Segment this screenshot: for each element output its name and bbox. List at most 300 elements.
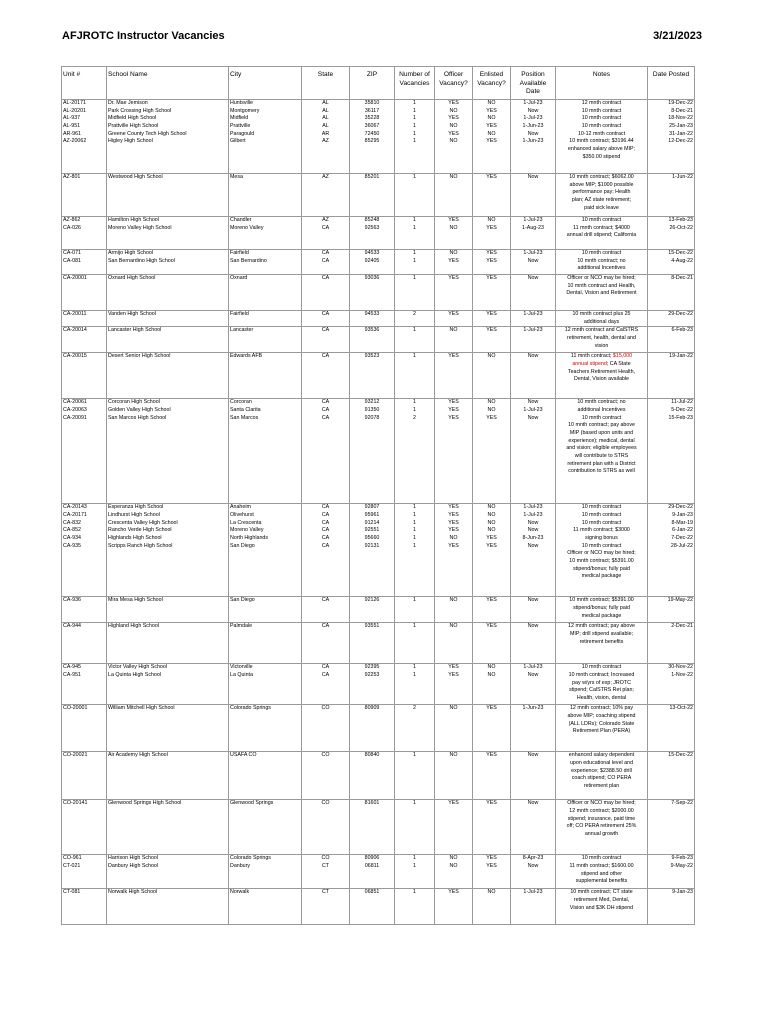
table-row [62,275,695,311]
cell-off [435,664,473,705]
note-line: stipend/bonus; fully paid [573,565,630,572]
cell-value: Glenwood Springs High School [108,800,182,807]
table-row [62,855,695,889]
cell-school [107,275,229,311]
cell-value: CA-20061 [63,399,87,406]
cell-value: 72450 [364,130,380,137]
cell-off [435,100,473,174]
cell-posted [648,504,695,597]
cell-value: Glenwood Springs [230,800,274,807]
cell-school [107,597,229,623]
note-line: 10 mnth contract [581,542,622,549]
cell-value: AL-20201 [63,107,86,114]
note-line: 12 mnth contract and CalSTRS [564,327,639,334]
cell-school [107,664,229,705]
cell-value: Anaheim [230,504,251,511]
cell-zip [350,504,395,597]
cell-state [302,217,350,250]
cell-value: 5-Dec-22 [671,407,693,414]
cell-value: 1 [413,353,416,360]
table-row [62,504,695,597]
cell-notes [556,705,648,752]
cell-vac [395,353,435,399]
table-body [62,100,695,925]
note-line: Teachers Retirement Health, [567,368,636,375]
cell-notes [556,664,648,705]
cell-pos [511,623,556,664]
cell-value: Montgomery [230,107,260,114]
cell-value: NO [449,327,458,334]
cell-unit [62,100,107,174]
note-line: 11 mnth contract; $15,000 [570,353,633,360]
cell-school [107,705,229,752]
cell-posted [648,623,695,664]
cell-value: 91214 [364,519,380,526]
cell-value: NO [487,889,496,896]
note-line: Officer or NCO may be hired; [567,550,636,557]
cell-value: 1 [413,535,416,542]
cell-value: Now [527,623,539,630]
cell-value: CA [321,353,330,360]
cell-value: Moreno Valley [230,224,264,231]
cell-enl [473,275,511,311]
cell-off [435,623,473,664]
cell-value: 8-Jun-23 [522,535,544,542]
cell-value: 25-Jan-23 [669,123,693,130]
cell-value: 9-Jan-23 [672,889,693,896]
cell-value: Victorville [230,664,253,671]
cell-value: AL-20171 [63,100,86,106]
cell-value: CA-934 [63,535,81,542]
note-line: Dental, Vision and Retirement [566,290,637,297]
cell-off [435,353,473,399]
note-line: supplemental benefits [575,878,628,885]
cell-state [302,752,350,800]
cell-value: CA [321,257,330,264]
cell-zip [350,800,395,855]
cell-value: Moreno Valley [230,527,264,534]
cell-value: YES [448,512,459,519]
cell-value: CA-071 [63,250,81,256]
cell-city [229,705,302,752]
cell-city [229,597,302,623]
table-row [62,353,695,399]
note-line: 10 mnth contract [581,115,622,122]
cell-value: AL-937 [63,115,81,122]
cell-value: CA-20171 [63,512,87,519]
cell-value: CO [321,855,330,862]
col-school: School Name [107,67,229,100]
note-line: Vision and $3K DH stipend [569,904,634,911]
cell-value: CA-832 [63,519,81,526]
note-line: 10 mnth contract [581,664,622,671]
cell-off [435,217,473,250]
cell-school [107,311,229,327]
cell-value: 7-Dec-22 [671,535,693,542]
cell-notes [556,800,648,855]
cell-value: 1 [413,519,416,526]
note-line: enhanced salary dependent [568,752,635,759]
cell-value: CA-20011 [63,311,87,317]
cell-value: La Crescenta [230,519,262,526]
cell-value: 36067 [364,123,380,130]
cell-value: YES [486,311,497,317]
cell-value: 8-Dec-21 [671,107,693,114]
cell-value: YES [448,800,459,807]
cell-value: CO-20001 [63,705,88,712]
cell-pos [511,100,556,174]
note-line: signing bonus [585,535,618,542]
note-line: additional Incentives [577,265,626,272]
cell-value: YES [448,311,459,317]
cell-value: 6-Feb-23 [671,327,693,334]
cell-zip [350,623,395,664]
cell-value: 1 [413,672,416,679]
col-unit: Unit # [62,67,107,100]
cell-pos [511,504,556,597]
cell-value: CA [321,535,330,542]
cell-value: YES [486,275,497,281]
cell-value: 95961 [364,512,380,519]
note-line: stipend; insurance, paid time [567,815,636,822]
col-date-posted: Date Posted [648,67,695,100]
cell-city [229,889,302,925]
cell-value: CA [321,672,330,679]
document-title: AFJROTC Instructor Vacancies [62,30,225,42]
cell-value: 1-Jul-23 [523,504,543,511]
note-line: Officer or NCO may be hired; [567,275,636,281]
cell-school [107,174,229,217]
cell-value: YES [486,623,497,630]
cell-notes [556,250,648,275]
cell-state [302,353,350,399]
cell-off [435,174,473,217]
cell-off [435,399,473,504]
cell-unit [62,664,107,705]
cell-posted [648,250,695,275]
cell-school [107,504,229,597]
cell-value: 1 [413,107,416,114]
cell-value: 1 [413,257,416,264]
cell-notes [556,275,648,311]
cell-state [302,100,350,174]
cell-off [435,855,473,889]
note-line: Health, vision, dental [576,695,627,702]
cell-value: 1 [413,512,416,519]
cell-value: NO [487,130,496,137]
cell-value: 1 [413,752,416,759]
note-line: 10 mnth contract [581,123,622,130]
cell-value: CO-20141 [63,800,88,807]
cell-value: 85248 [364,217,380,223]
note-line: 10 mnth contract; no [577,399,626,406]
cell-value: 1-Jul-23 [523,311,543,317]
cell-value: CA [321,224,330,231]
cell-value: 1-Jul-23 [523,100,543,106]
cell-unit [62,889,107,925]
note-line: 10 mnth contract [581,855,622,862]
cell-pos [511,889,556,925]
cell-enl [473,311,511,327]
cell-value: 1 [413,115,416,122]
cell-value: CT [321,863,330,870]
vacancies-table [61,66,695,925]
cell-posted [648,100,695,174]
note-line: 10 mnth contract; $5391.00 [569,597,634,604]
note-line: off; CO PERA retirement 25% [566,823,637,830]
cell-value: 13-Feb-23 [668,217,693,223]
cell-pos [511,752,556,800]
cell-unit [62,597,107,623]
cell-value: YES [486,752,497,759]
cell-value: CA-20015 [63,353,87,360]
cell-value: 9-Jan-23 [672,512,693,519]
cell-zip [350,327,395,353]
cell-value: CA-852 [63,527,81,534]
cell-value: Armijo High School [108,250,154,256]
cell-value: 1-Jul-23 [523,115,543,122]
note-line: annual stipend; CA State [572,361,631,368]
cell-value: NO [449,174,458,180]
cell-enl [473,217,511,250]
note-line: 11 mnth contract; $1600.00 [569,863,634,870]
cell-value: 93551 [364,623,380,630]
note-line: experience; $2388.50 drill [571,767,632,774]
cell-posted [648,889,695,925]
cell-value: AZ-20062 [63,138,87,145]
col-zip: ZIP [350,67,395,100]
cell-value: 29-Dec-22 [668,311,693,317]
note-line: 12 mnth contract; pay above [568,623,635,630]
cell-pos [511,353,556,399]
cell-posted [648,353,695,399]
cell-value: Golden Valley High School [108,407,171,414]
cell-value: 6-Jan-22 [672,527,693,534]
note-line: enhanced salary above MIP; [567,146,636,153]
cell-value: 93536 [364,327,380,334]
table-row [62,889,695,925]
cell-value: 1 [413,527,416,534]
cell-value: CA [321,250,330,256]
cell-value: NO [487,217,496,223]
cell-value: Corcoran [230,399,252,406]
cell-notes [556,217,648,250]
cell-value: 1 [413,855,416,862]
cell-zip [350,752,395,800]
cell-vac [395,623,435,664]
table-row [62,250,695,275]
cell-value: 1 [413,542,416,549]
cell-value: CA [321,414,330,421]
cell-value: Danbury [230,863,251,870]
note-line: 11 mnth contract; $4000 [573,224,630,231]
cell-value: 94533 [364,250,380,256]
cell-value: YES [448,504,459,511]
note-line: medical package [581,573,622,580]
cell-value: YES [486,174,497,180]
note-line: experience); medical, dental [568,437,635,444]
cell-value: Prattville High School [108,123,159,130]
cell-value: San Diego [230,597,255,604]
table-row [62,100,695,174]
cell-value: YES [448,414,459,421]
cell-notes [556,855,648,889]
cell-city [229,399,302,504]
cell-value: 8-Mar-19 [671,519,693,526]
cell-value: NO [449,535,458,542]
table-row [62,399,695,504]
cell-value: 1 [413,123,416,130]
cell-value: NO [449,123,458,130]
cell-value: 1 [413,100,416,106]
cell-value: NO [449,705,458,712]
cell-value: Now [527,174,539,180]
cell-value: CT-021 [63,863,81,870]
cell-value: Palmdale [230,623,253,630]
cell-value: 1 [413,174,416,180]
cell-value: 13-Oct-22 [669,705,693,712]
note-line: MIP; drill stipend available; [569,631,633,638]
cell-value: San Bernardino [230,257,267,264]
cell-city [229,217,302,250]
cell-vac [395,855,435,889]
note-line: 10 mnth contract [581,519,622,526]
cell-off [435,597,473,623]
cell-value: 28-Jul-22 [670,542,693,549]
cell-value: YES [486,250,497,256]
cell-posted [648,311,695,327]
cell-value: CO [321,800,330,807]
table-row [62,664,695,705]
cell-zip [350,399,395,504]
cell-value: 1-Jul-23 [523,407,543,414]
note-line: 10 mnth contract plus 25 [572,311,631,317]
cell-value: 18-Nov-22 [668,115,693,122]
cell-pos [511,311,556,327]
cell-city [229,174,302,217]
cell-zip [350,705,395,752]
note-line: 11 mnth contract; $3000 [573,527,630,534]
cell-unit [62,800,107,855]
cell-notes [556,752,648,800]
table-row [62,800,695,855]
note-line: stipend and other [581,870,622,877]
cell-value: 2-Dec-21 [671,623,693,630]
cell-value: Santa Clarita [230,407,261,414]
cell-zip [350,217,395,250]
highlighted-stipend: $15,000 [612,353,633,360]
cell-school [107,889,229,925]
cell-value: Now [527,863,539,870]
cell-value: USAFA CO [230,752,257,759]
cell-value: NO [487,353,496,360]
cell-value: AZ-801 [63,174,81,180]
note-line: pay w/yrs of exp; JROTC [572,679,631,686]
cell-state [302,800,350,855]
cell-notes [556,311,648,327]
note-line: retirement plan with a District [567,460,636,467]
cell-value: Now [527,527,539,534]
cell-city [229,800,302,855]
cell-state [302,597,350,623]
cell-value: 06851 [364,889,380,896]
note-line: additional Incentives [577,407,626,414]
note-line: 10 mnth contract; $5391.00 [569,558,634,565]
cell-zip [350,664,395,705]
note-line: retirement plan [583,783,620,790]
cell-value: 1-Aug-23 [522,224,544,231]
cell-value: NO [487,519,496,526]
cell-value: 92551 [364,527,380,534]
col-enlisted: Enlisted Vacancy? [473,67,511,100]
cell-state [302,664,350,705]
cell-value: YES [448,527,459,534]
cell-value: Vanden High School [108,311,156,317]
note-line: vision [594,342,609,349]
cell-value: 26-Oct-22 [669,224,693,231]
note-line: 10 mnth contract; $6062.00 [569,174,634,180]
cell-value: 1 [413,327,416,334]
cell-value: Colorado Springs [230,855,271,862]
cell-value: NO [487,512,496,519]
note-line: 10 mnth contract; Increased [568,672,635,679]
cell-value: Victor Valley High School [108,664,167,671]
cell-value: 80840 [364,752,380,759]
note-line: 10-12 mnth contract [577,130,626,137]
cell-enl [473,399,511,504]
cell-value: Rancho Verde High School [108,527,172,534]
cell-value: 15-Dec-22 [668,250,693,256]
cell-state [302,275,350,311]
cell-value: CT-081 [63,889,81,896]
cell-value: Colorado Springs [230,705,271,712]
note-line: coach stipend; CO PERA [571,775,632,782]
note-line: upon educational level and [569,760,634,767]
cell-vac [395,889,435,925]
cell-notes [556,353,648,399]
cell-vac [395,100,435,174]
cell-value: NO [449,597,458,604]
cell-posted [648,705,695,752]
cell-value: William Mitchell High School [108,705,175,712]
cell-unit [62,623,107,664]
cell-value: Lancaster [230,327,254,334]
cell-value: CA-936 [63,597,81,604]
cell-value: YES [448,889,459,896]
cell-value: YES [486,138,497,145]
cell-value: YES [486,257,497,264]
cell-school [107,855,229,889]
cell-value: 1 [413,597,416,604]
note-line: Officer or NCO may be hired; [567,800,636,807]
cell-value: YES [486,800,497,807]
cell-posted [648,800,695,855]
cell-value: 2 [413,414,416,421]
cell-value: 92807 [364,504,380,511]
cell-value: 1-Nov-22 [671,672,693,679]
cell-value: Crescenta Valley High School [108,519,178,526]
cell-zip [350,889,395,925]
cell-value: 81601 [364,800,380,807]
cell-vac [395,504,435,597]
cell-value: 92253 [364,672,380,679]
note-line: retirement, health, dental and [567,335,636,342]
cell-value: NO [487,504,496,511]
cell-value: CA-20001 [63,275,87,281]
cell-value: YES [448,217,459,223]
note-line: plan; AZ state retirement; [571,197,632,204]
cell-pos [511,800,556,855]
